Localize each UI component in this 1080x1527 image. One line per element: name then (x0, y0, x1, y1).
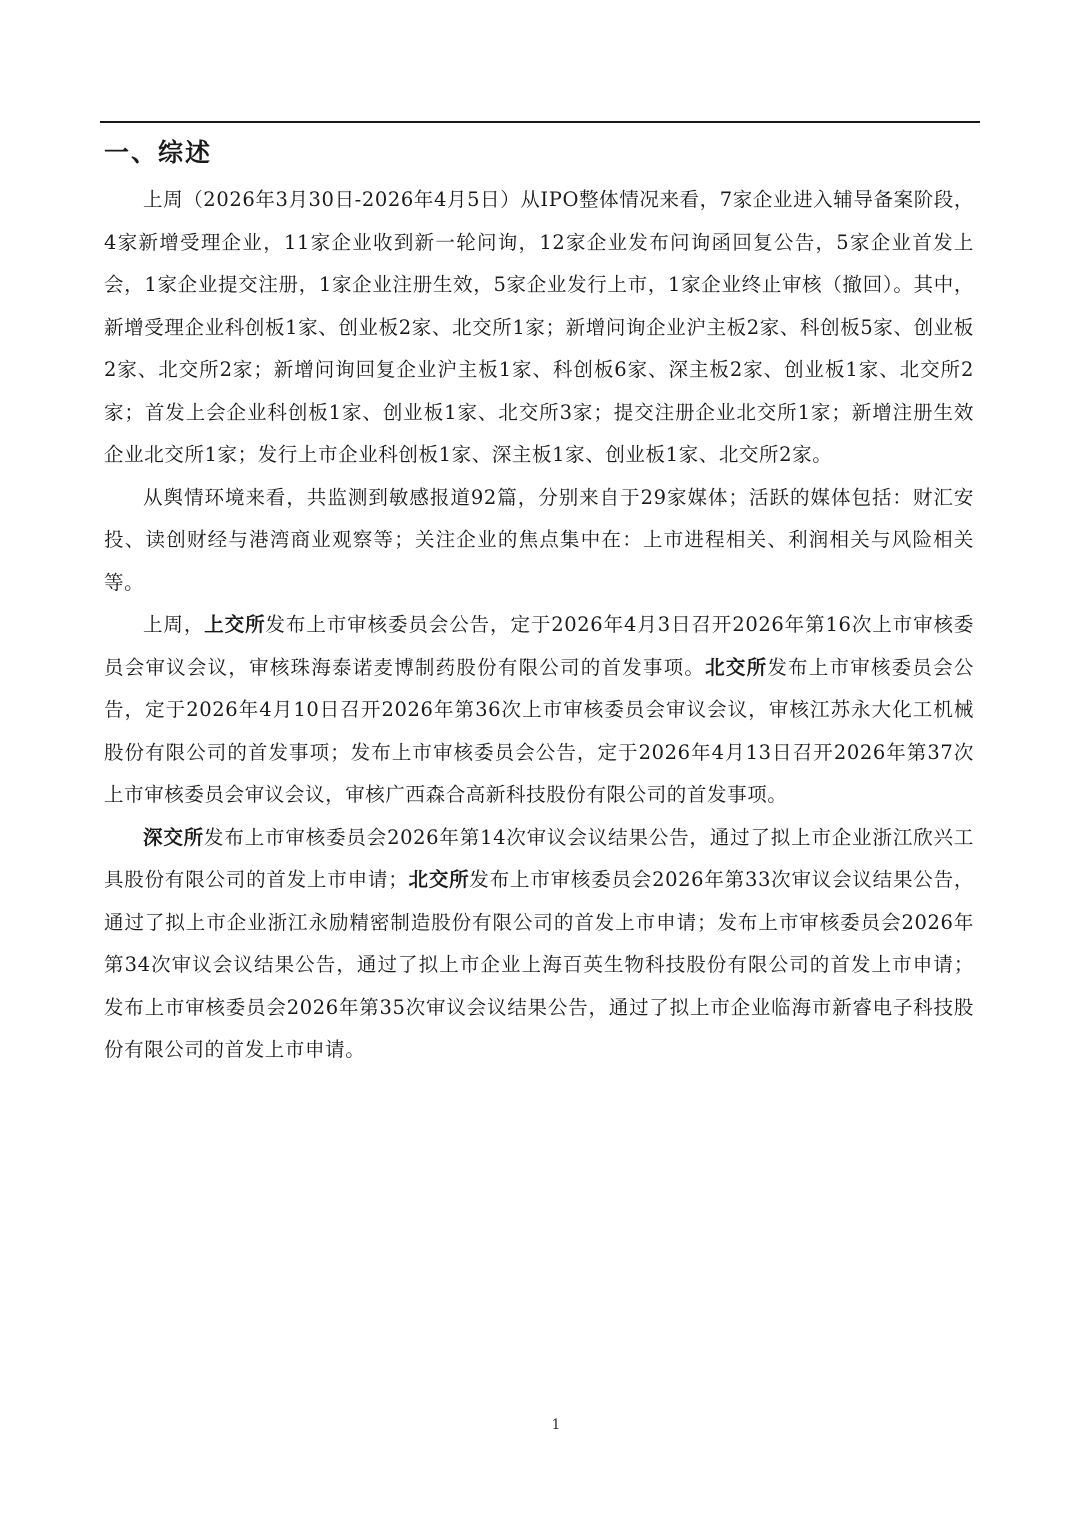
paragraph-segment: 从舆情环境来看，共监测到敏感报道92篇，分别来自于29家媒体；活跃的媒体包括：财汇安投、读创财经与港湾商业观察等；关注企业的焦点集中在：上市进程相关、利润相关与风险相关等。 (104, 485, 974, 594)
exchange-name-sse: 上交所 (204, 613, 266, 636)
header-rule (100, 121, 980, 123)
paragraph-review-results (104, 817, 974, 1072)
paragraph-segment: 发布上市审核委员会公告，定于2026年4月3日召开2026年第16次上市审核委员会审议会议，审核珠海泰诺麦博制药股份有限公司的首发事项。 (104, 613, 974, 679)
paragraph-public-opinion (104, 477, 974, 605)
paragraph-segment: 发布上市审核委员会2026年第14次审议会议结果公告，通过了拟上市企业浙江欣兴工具股份有限公司的首发上市申请； (104, 825, 974, 891)
paragraph-segment: 上周（2026年3月30日-2026年4月5日）从IPO整体情况来看，7家企业进入辅导备案阶段，4家新增受理企业，11家企业收到新一轮问询，12家企业发布问询函回复公告，5家企业首发上会，1家企业提交注册，1家企业注册生效，5家企业发行上市，1家企业终止审核（撤回）。其中，新增受理企业科创板1家、创业板2家、北交所1家；新增问询企业沪主板2家、科创板5家、创业板2家、北交所2家；新增问询回复企业沪主板1家、科创板6家、深主板2家、创业板1家、北交所2家；首发上会企业科创板1家、创业板1家、北交所3家；提交注册企业北交所1家；新增注册生效企业北交所1家；发行上市企业科创板1家、深主板1家、创业板1家、北交所2家。 (104, 188, 974, 466)
exchange-name-bse: 北交所 (408, 868, 470, 891)
paragraph-segment: 发布上市审核委员会公告，定于2026年4月10日召开2026年第36次上市审核委员会审议会议，审核江苏永大化工机械股份有限公司的首发事项；发布上市审核委员会公告，定于2026年4月13日召开2026年第37次上市审核委员会审议会议，审核广西森合高新科技股份有限公司的首发事项。 (104, 655, 974, 806)
section-heading: 一、综述 (104, 138, 213, 167)
paragraph-review-meetings (104, 604, 974, 817)
paragraph-segment: 上周， (143, 613, 205, 636)
exchange-name-szse: 深交所 (143, 825, 205, 849)
page-number: 1 (551, 1417, 561, 1433)
paragraph-segment: 发布上市审核委员会2026年第33次审议会议结果公告，通过了拟上市企业浙江永励精密制造股份有限公司的首发上市申请；发布上市审核委员会2026年第34次审议会议结果公告，通过了拟上市企业上海百英生物科技股份有限公司的首发上市申请；发布上市审核委员会2026年第35次审议会议结果公告，通过了拟上市企业临海市新睿电子科技股份有限公司的首发上市申请。 (104, 868, 974, 1061)
body-text (104, 179, 974, 1072)
paragraph-ipo-overview (104, 179, 974, 477)
exchange-name-bse: 北交所 (705, 655, 768, 679)
